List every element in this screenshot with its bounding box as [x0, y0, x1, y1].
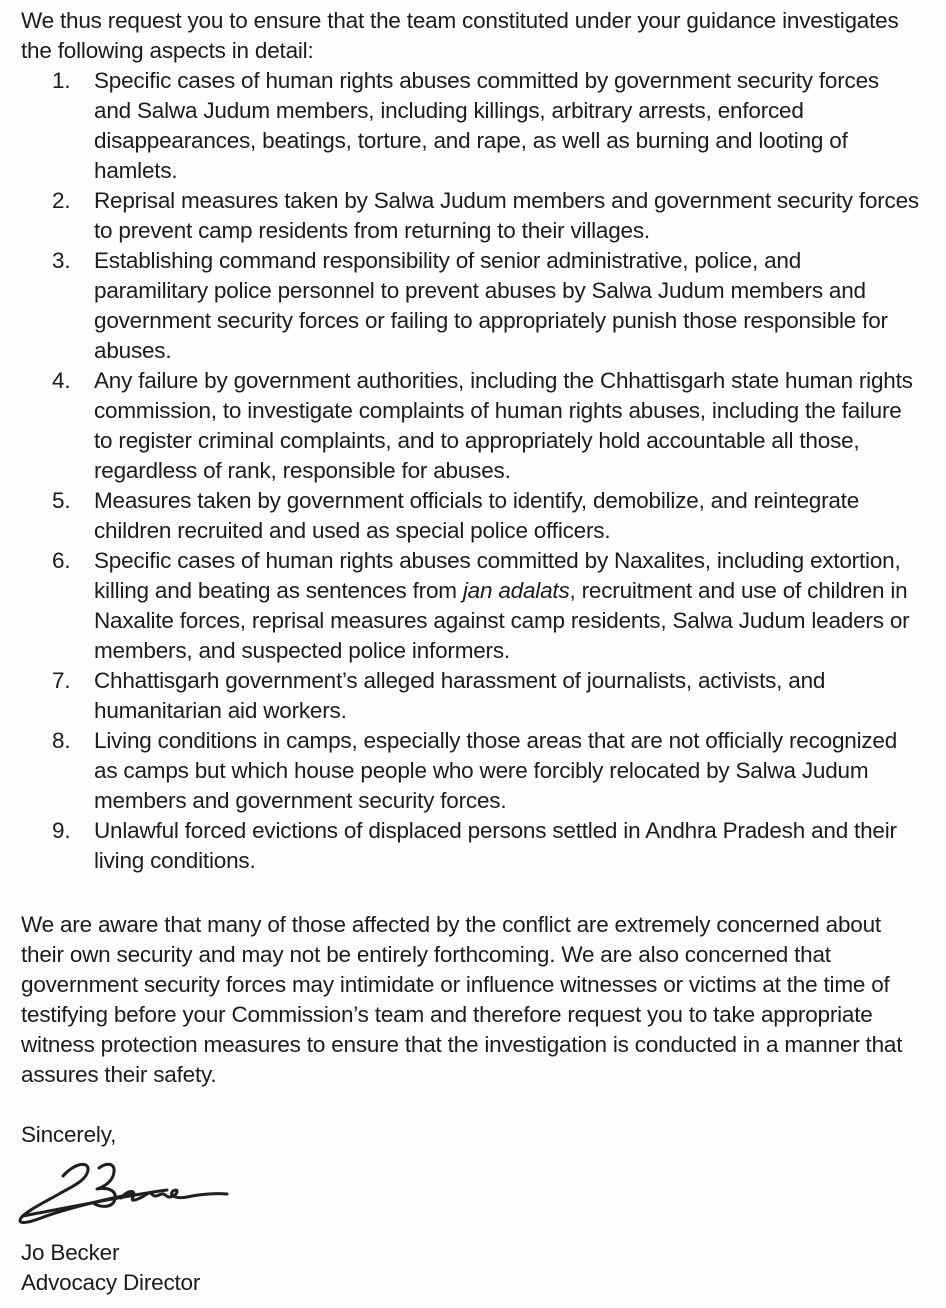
list-item-number: 8. [52, 728, 71, 753]
list-item [21, 546, 920, 666]
intro-paragraph: We thus request you to ensure that the team constituted under your guidance investigates the following aspects in detail: [21, 8, 899, 63]
list-item-number: 3. [52, 248, 71, 273]
signature-name: Jo Becker [21, 1240, 120, 1265]
list-item-text: Chhattisgarh government’s alleged harassment of journalists, activists, and humanitarian aid workers. [94, 668, 826, 723]
list-item-text: Measures taken by government officials to identify, demobilize, and reintegrate children recruited and used as special police officers. [94, 488, 860, 543]
list-item [21, 186, 920, 246]
list-item-number: 4. [52, 368, 71, 393]
list-item [21, 366, 920, 486]
list-item-text: Specific cases of human rights abuses committed by Naxalites, including extortion, killing and beating as sentences from jan adalats, recruitment and use of children in Naxalite forces, reprisal measures against camp residents, Salwa Judum leaders or members, and suspected police informers. [94, 548, 910, 663]
list-item-text: Establishing command responsibility of senior administrative, police, and paramilitary police personnel to prevent abuses by Salwa Judum members and government security forces or failing to appropriately punish those responsible for abuses. [94, 248, 888, 363]
signoff-text: Sincerely, [21, 1122, 117, 1147]
list-item-text: Reprisal measures taken by Salwa Judum members and government security forces to prevent camp residents from returning to their villages. [94, 188, 919, 243]
list-item-number: 2. [52, 188, 71, 213]
list-item [21, 66, 920, 186]
list-item [21, 726, 920, 816]
list-item-number: 5. [52, 488, 71, 513]
list-item-number: 1. [52, 68, 71, 93]
list-item-text: Any failure by government authorities, including the Chhattisgarh state human rights commission, to investigate complaints of human rights abuses, including the failure to register criminal complaints, and to appropriately hold accountable all those, regardless of rank, responsible for abuses. [94, 368, 913, 483]
list-item-number: 9. [52, 818, 71, 843]
list-item [21, 666, 920, 726]
list-item [21, 816, 920, 876]
list-item [21, 486, 920, 546]
list-item-text: Living conditions in camps, especially those areas that are not officially recognized as camps but which house people who were forcibly relocated by Salwa Judum members and government security forces. [94, 728, 898, 813]
signature-title: Advocacy Director [21, 1270, 201, 1295]
list-item-number: 7. [52, 668, 71, 693]
list-item-text: Unlawful forced evictions of displaced persons settled in Andhra Pradesh and their living conditions. [94, 818, 897, 873]
signature-image [15, 1154, 235, 1236]
list-item [21, 246, 920, 366]
list-item-number: 6. [52, 548, 71, 573]
closing-paragraph: We are aware that many of those affected by the conflict are extremely concerned about their own security and may not be entirely forthcoming. We are also concerned that government security forces may intimidate or influence witnesses or victims at the time of testifying before your Commission’s team and therefore request you to take appropriate witness protection measures to ensure that the investigation is conducted in a manner that assures their safety. [21, 912, 903, 1087]
aspects-list [21, 66, 920, 876]
list-item-text: Specific cases of human rights abuses committed by government security forces and Salwa Judum members, including killings, arbitrary arrests, enforced disappearances, beatings, torture, and rape, as well as burning and looting of hamlets. [94, 68, 879, 183]
